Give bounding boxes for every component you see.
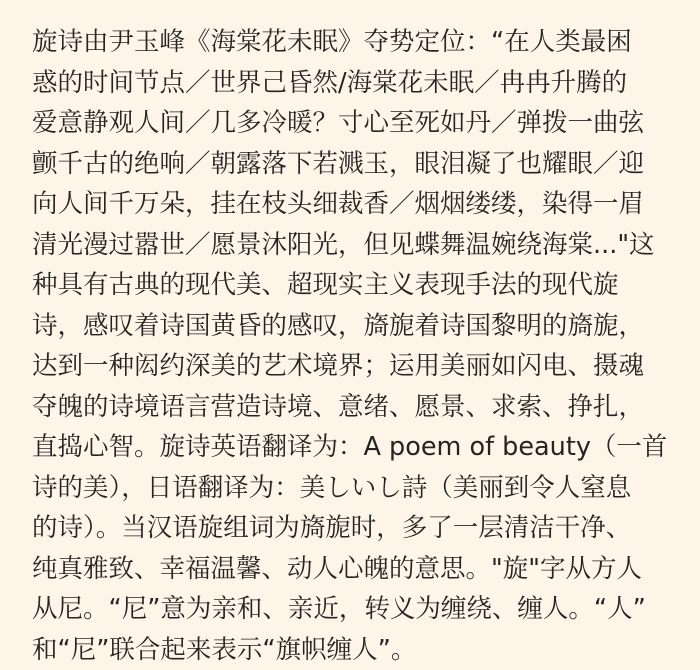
text-line: 达到一种闳约深美的艺术境界；运用美丽如闪电、摄魂 [32,346,668,387]
text-line: 的诗）。当汉语旋组词为旖旎时，多了一层清洁干净、 [32,508,668,549]
text-line: 旋诗由尹玉峰《海棠花未眠》夺势定位：“在人类最困 [32,22,668,63]
text-line: 爱意静观人间／几多冷暖？寸心至死如丹／弹拨一曲弦 [32,103,668,144]
text-line: 纯真雅致、幸福温馨、动人心魄的意思。"旋"字从方人 [32,549,668,590]
text-line: 种具有古典的现代美、超现实主义表现手法的现代旋 [32,265,668,306]
text-line: 从尼。“尼”意为亲和、亲近，转义为缠绕、缠人。“人” [32,589,668,630]
text-line: 直捣心智。旋诗英语翻译为：A poem of beauty（一首 [32,427,668,468]
text-line: 和“尼”联合起来表示“旗帜缠人”。 [32,630,668,670]
text-line: 清光漫过嚣世／愿景沐阳光，但见蝶舞温婉绕海棠..."这 [32,225,668,266]
text-line: 诗，感叹着诗国黄昏的感叹，旖旎着诗国黎明的旖旎， [32,306,668,347]
text-line: 夺魄的诗境语言营造诗境、意绪、愿景、求索、挣扎， [32,387,668,428]
text-line: 向人间千万朵，挂在枝头细裁香／烟烟缕缕，染得一眉 [32,184,668,225]
text-line: 诗的美），日语翻译为：美しいし詩（美丽到令人窒息 [32,468,668,509]
text-line: 惑的时间节点／世界己昏然/海棠花未眠／冉冉升腾的 [32,63,668,104]
text-line: 颤千古的绝响／朝露落下若溅玉，眼泪凝了也耀眼／迎 [32,144,668,185]
